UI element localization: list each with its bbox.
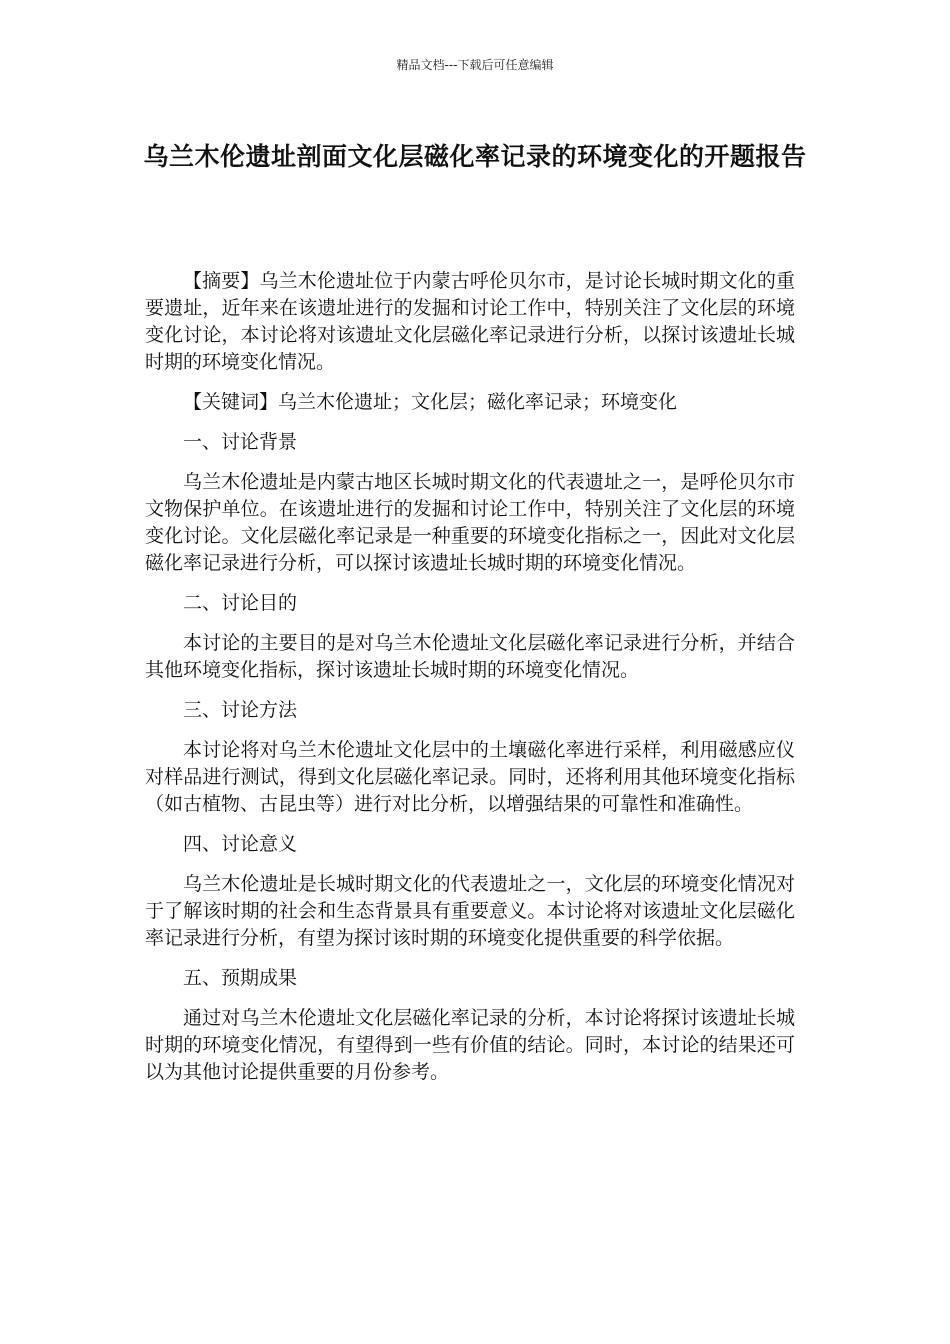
- abstract-paragraph: 【摘要】乌兰木伦遗址位于内蒙古呼伦贝尔市，是讨论长城时期文化的重要遗址，近年来在该遗址进行的发掘和讨论工作中，特别关注了文化层的环境变化讨论，本讨论将对该遗址文化层磁化率记录进行分析，以探讨该遗址长城时期的环境变化情况。: [145, 270, 795, 373]
- document-title: 乌兰木伦遗址剖面文化层磁化率记录的环境变化的开题报告: [143, 142, 807, 171]
- section-heading-purpose: 二、讨论目的: [183, 592, 298, 614]
- section-heading-significance: 四、讨论意义: [183, 833, 298, 855]
- section-body-expected-results: 通过对乌兰木伦遗址文化层磁化率记录的分析，本讨论将探讨该遗址长城时期的环境变化情况，有望得到一些有价值的结论。同时，本讨论的结果还可以为其他讨论提供重要的月份参考。: [145, 1007, 795, 1083]
- section-body-background: 乌兰木伦遗址是内蒙古地区长城时期文化的代表遗址之一，是呼伦贝尔市文物保护单位。在该遗址进行的发掘和讨论工作中，特别关注了文化层的环境变化讨论。文化层磁化率记录是一种重要的环境变化指标之一，因此对文化层磁化率记录进行分析，可以探讨该遗址长城时期的环境变化情况。: [145, 471, 795, 574]
- section-body-significance: 乌兰木伦遗址是长城时期文化的代表遗址之一，文化层的环境变化情况对于了解该时期的社会和生态背景具有重要意义。本讨论将对该遗址文化层磁化率记录进行分析，有望为探讨该时期的环境变化提供重要的科学依据。: [145, 873, 795, 949]
- document-body: [145, 268, 795, 1099]
- page-header-watermark: 精品文档---下载后可任意编辑: [396, 58, 554, 72]
- keywords-line: 【关键词】乌兰木伦遗址；文化层；磁化率记录；环境变化: [183, 391, 678, 413]
- section-body-purpose: 本讨论的主要目的是对乌兰木伦遗址文化层磁化率记录进行分析，并结合其他环境变化指标，探讨该遗址长城时期的环境变化情况。: [145, 632, 795, 681]
- section-heading-method: 三、讨论方法: [183, 699, 298, 721]
- section-heading-expected-results: 五、预期成果: [183, 967, 298, 989]
- section-heading-background: 一、讨论背景: [183, 431, 298, 453]
- section-body-method: 本讨论将对乌兰木伦遗址文化层中的土壤磁化率进行采样，利用磁感应仪对样品进行测试，得到文化层磁化率记录。同时，还将利用其他环境变化指标（如古植物、古昆虫等）进行对比分析，以增强结果的可靠性和准确性。: [145, 739, 795, 815]
